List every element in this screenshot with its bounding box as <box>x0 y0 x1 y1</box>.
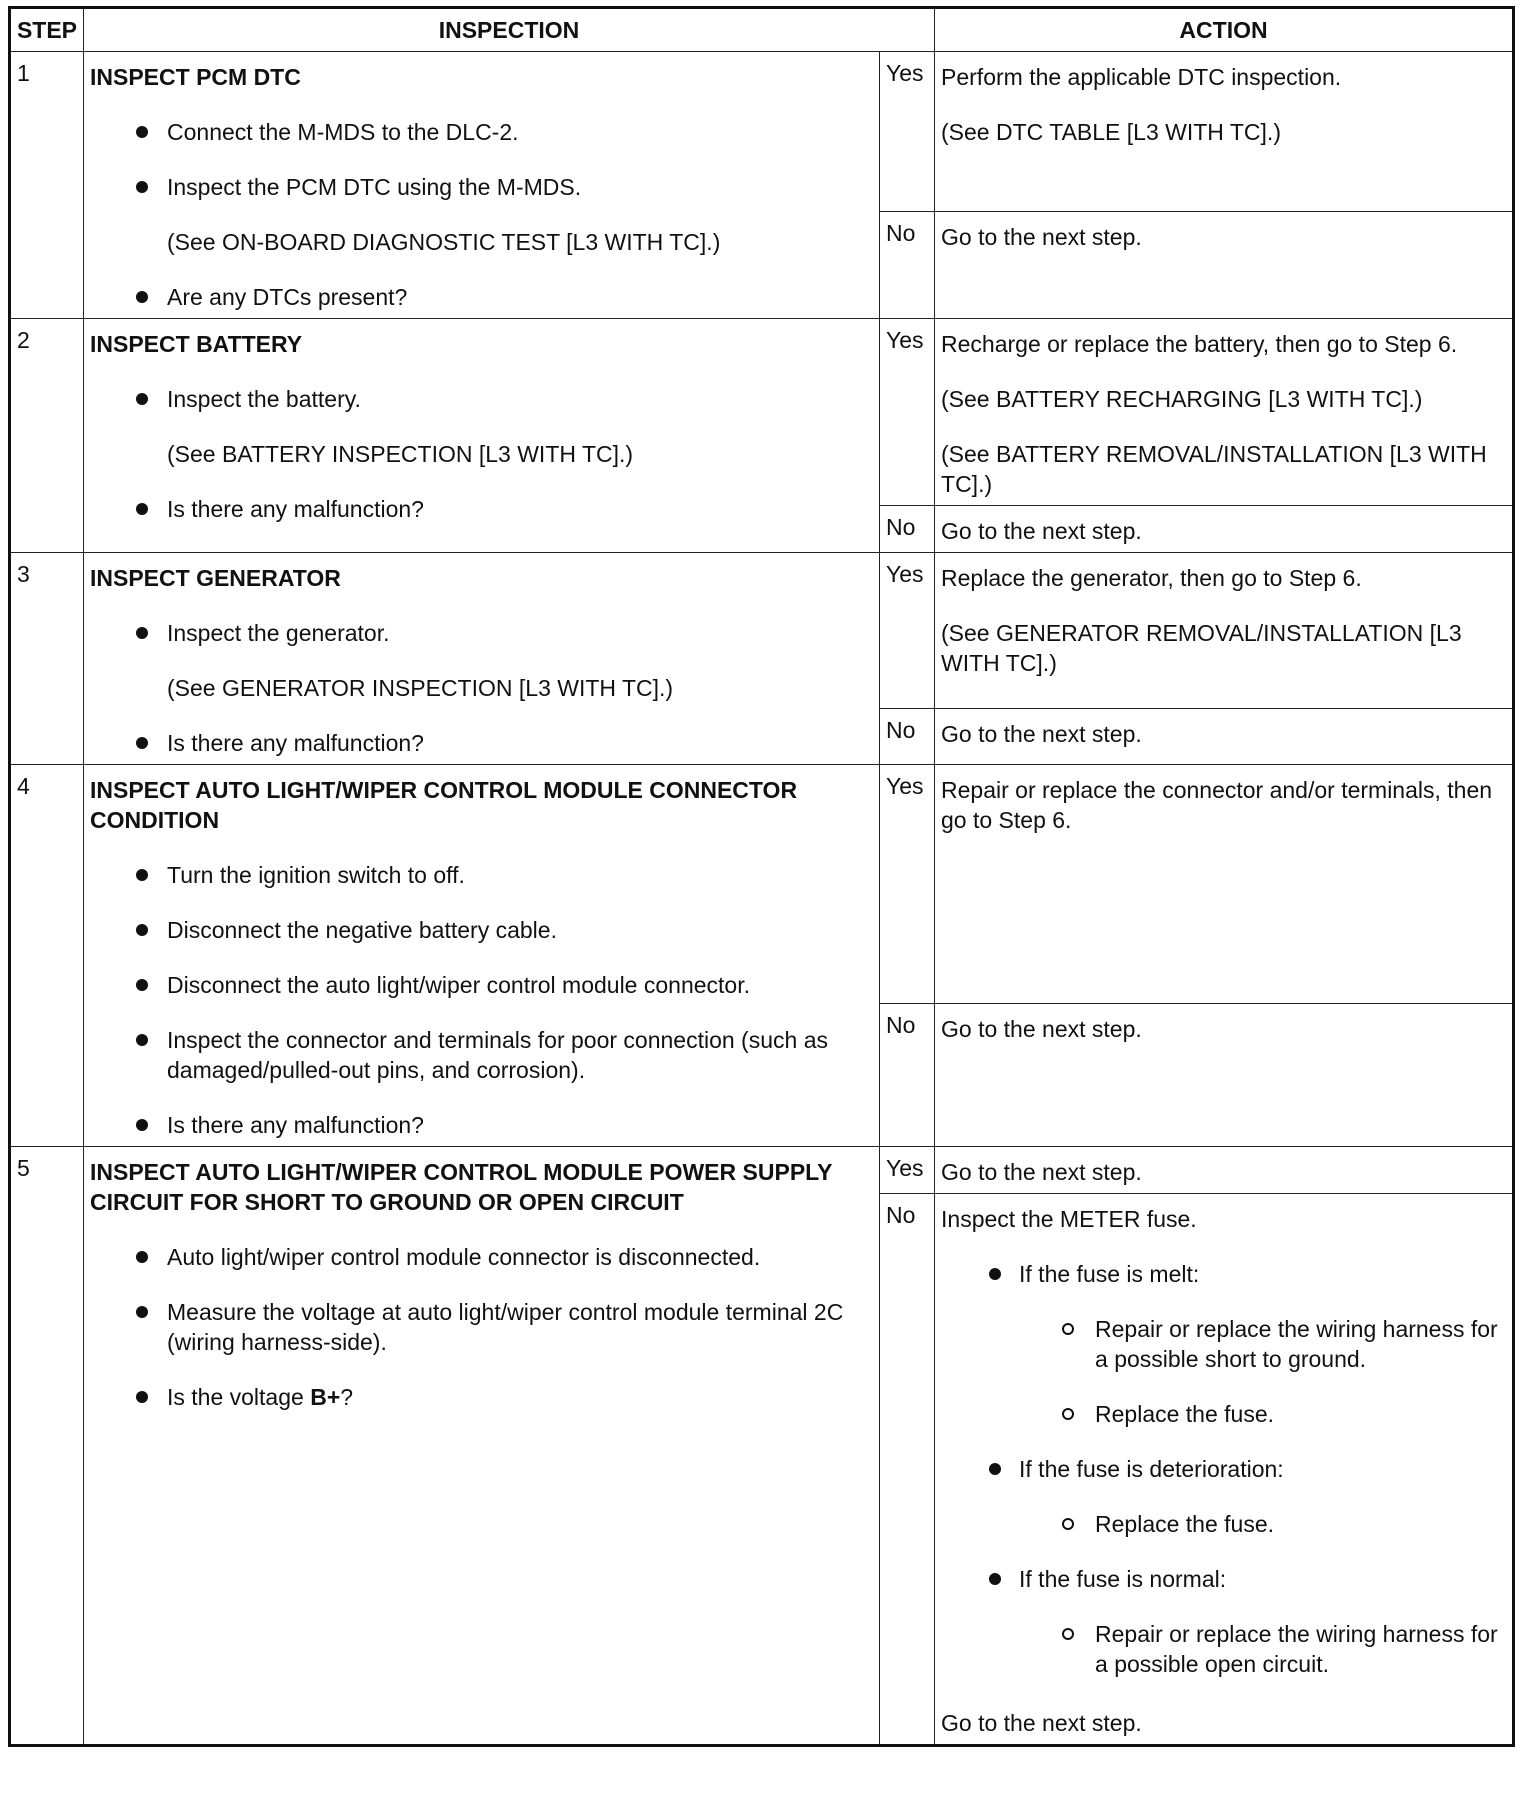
inspection-bullet: Disconnect the negative battery cable. <box>90 915 873 945</box>
yes-action <box>935 765 1514 1004</box>
yes-label: Yes <box>880 319 935 506</box>
no-label: No <box>880 506 935 553</box>
fuse-case-label: If the fuse is melt: <box>1019 1261 1200 1287</box>
action-text: Inspect the METER fuse. <box>941 1206 1197 1232</box>
header-action: ACTION <box>935 8 1514 52</box>
fuse-case-action: Repair or replace the wiring harness for a possible open circuit. <box>1019 1619 1506 1679</box>
inspection-bullet: Connect the M-MDS to the DLC-2. <box>90 117 873 147</box>
reference-note: (See GENERATOR INSPECTION [L3 WITH TC].) <box>167 675 674 701</box>
yes-action <box>935 553 1514 709</box>
inspection-cell <box>84 319 880 553</box>
inspection-bullet: Auto light/wiper control module connector is disconnected. <box>90 1242 873 1272</box>
no-label: No <box>880 212 935 319</box>
inspection-question <box>90 1382 873 1412</box>
yes-label: Yes <box>880 52 935 212</box>
yes-label: Yes <box>880 765 935 1004</box>
action-text: Repair or replace the connector and/or terminals, then go to Step 6. <box>941 777 1493 833</box>
action-reference: (See BATTERY REMOVAL/INSTALLATION [L3 WITH TC].) <box>941 441 1487 497</box>
step-title: INSPECT GENERATOR <box>90 565 341 591</box>
header-inspection: INSPECTION <box>84 8 935 52</box>
no-label: No <box>880 1194 935 1746</box>
step-title: INSPECT AUTO LIGHT/WIPER CONTROL MODULE POWER SUPPLY CIRCUIT FOR SHORT TO GROUND OR OPEN CIRCUIT <box>90 1159 833 1215</box>
yes-label: Yes <box>880 553 935 709</box>
step-number: 5 <box>10 1147 84 1746</box>
action-text: Go to the next step. <box>941 1159 1142 1185</box>
fuse-cases <box>941 1259 1506 1679</box>
action-text: Recharge or replace the battery, then go to Step 6. <box>941 331 1458 357</box>
inspection-bullet: Measure the voltage at auto light/wiper control module terminal 2C (wiring harness-side). <box>90 1297 873 1357</box>
no-action <box>935 1194 1514 1746</box>
action-text: Go to the next step. <box>941 721 1142 747</box>
no-action <box>935 212 1514 319</box>
action-text: Perform the applicable DTC inspection. <box>941 64 1342 90</box>
inspection-cell <box>84 1147 880 1746</box>
question-prefix: Is the voltage <box>167 1384 311 1410</box>
fuse-case-action: Replace the fuse. <box>1019 1509 1506 1539</box>
no-action <box>935 1004 1514 1147</box>
no-label: No <box>880 709 935 765</box>
reference-note: (See ON-BOARD DIAGNOSTIC TEST [L3 WITH TC].) <box>167 229 721 255</box>
inspection-question: Are any DTCs present? <box>90 282 873 312</box>
no-action <box>935 506 1514 553</box>
yes-action <box>935 1147 1514 1194</box>
action-text: Go to the next step. <box>941 1710 1142 1736</box>
yes-label: Yes <box>880 1147 935 1194</box>
inspection-bullet: Disconnect the auto light/wiper control module connector. <box>90 970 873 1000</box>
yes-action <box>935 52 1514 212</box>
fuse-case-label: If the fuse is normal: <box>1019 1566 1227 1592</box>
fuse-case-action: Repair or replace the wiring harness for a possible short to ground. <box>1019 1314 1506 1374</box>
inspection-question: Is there any malfunction? <box>90 1110 873 1140</box>
action-reference: (See BATTERY RECHARGING [L3 WITH TC].) <box>941 386 1423 412</box>
reference-note: (See BATTERY INSPECTION [L3 WITH TC].) <box>167 441 634 467</box>
inspection-bullet: Inspect the PCM DTC using the M-MDS. <box>90 172 873 202</box>
step-number: 4 <box>10 765 84 1147</box>
action-reference: (See DTC TABLE [L3 WITH TC].) <box>941 119 1281 145</box>
header-row <box>10 8 1514 52</box>
step-title: INSPECT AUTO LIGHT/WIPER CONTROL MODULE CONNECTOR CONDITION <box>90 777 798 833</box>
inspection-bullet: Inspect the battery. <box>90 384 873 414</box>
step-title: INSPECT BATTERY <box>90 331 303 357</box>
header-step: STEP <box>10 8 84 52</box>
action-text: Go to the next step. <box>941 518 1142 544</box>
fuse-case-action: Replace the fuse. <box>1019 1399 1506 1429</box>
yes-action <box>935 319 1514 506</box>
inspection-question: Is there any malfunction? <box>90 494 873 524</box>
fuse-case <box>941 1454 1506 1539</box>
step-number: 3 <box>10 553 84 765</box>
fuse-case <box>941 1564 1506 1679</box>
inspection-bullet: Inspect the generator. <box>90 618 873 648</box>
action-reference: (See GENERATOR REMOVAL/INSTALLATION [L3 WITH TC].) <box>941 620 1462 676</box>
voltage-value: B+ <box>310 1384 341 1410</box>
fuse-case <box>941 1259 1506 1429</box>
step-1-yes-row <box>10 52 1514 212</box>
inspection-question: Is there any malfunction? <box>90 728 873 758</box>
inspection-bullet: Turn the ignition switch to off. <box>90 860 873 890</box>
inspection-cell <box>84 553 880 765</box>
step-number: 2 <box>10 319 84 553</box>
action-text: Go to the next step. <box>941 1016 1142 1042</box>
inspection-cell <box>84 52 880 319</box>
inspection-table <box>8 6 1515 1747</box>
inspection-cell <box>84 765 880 1147</box>
no-label: No <box>880 1004 935 1147</box>
action-text: Replace the generator, then go to Step 6. <box>941 565 1362 591</box>
step-title: INSPECT PCM DTC <box>90 64 301 90</box>
action-text: Go to the next step. <box>941 224 1142 250</box>
question-suffix: ? <box>340 1384 354 1410</box>
step-2-yes-row <box>10 319 1514 506</box>
inspection-bullet: Inspect the connector and terminals for poor connection (such as damaged/pulled-out pins, and corrosion). <box>90 1025 873 1085</box>
no-action <box>935 709 1514 765</box>
step-number: 1 <box>10 52 84 319</box>
step-4-yes-row <box>10 765 1514 1004</box>
step-3-yes-row <box>10 553 1514 709</box>
step-5-yes-row <box>10 1147 1514 1194</box>
fuse-case-label: If the fuse is deterioration: <box>1019 1456 1284 1482</box>
